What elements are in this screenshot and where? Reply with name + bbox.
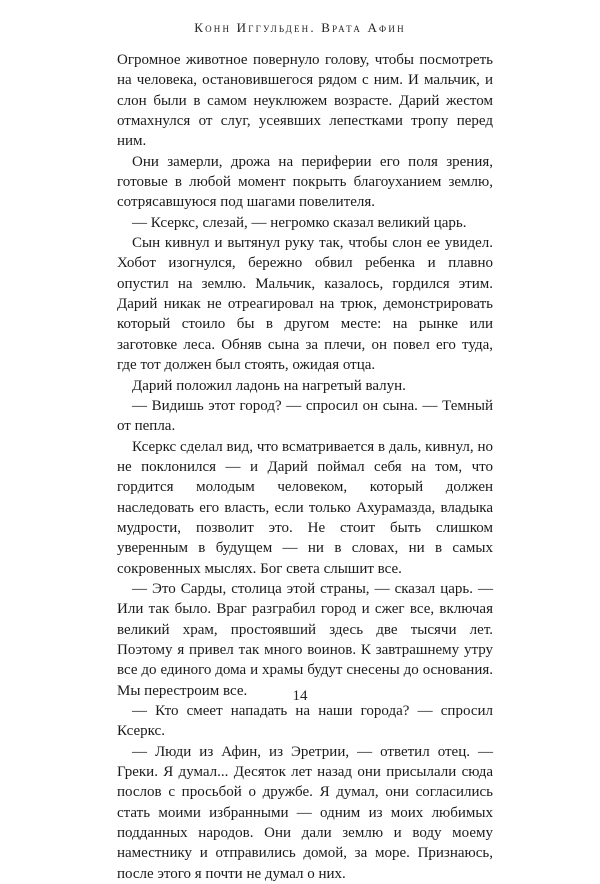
paragraph: — Кто смеет нападать на наши города? — спросил Ксеркс. bbox=[117, 703, 493, 740]
paragraph: Дарий положил ладонь на нагретый валун. bbox=[132, 377, 406, 394]
page-number: 14 bbox=[292, 688, 308, 704]
body-text bbox=[117, 50, 493, 884]
paragraph: — Видишь этот город? — спросил он сына. — Темный от пепла. bbox=[117, 397, 493, 435]
paragraph: Они замерли, дрожа на периферии его поля зрения, готовые в любой момент покрыть благоуханием землю, сотрясавшуюся под шагами повелителя. bbox=[117, 153, 493, 211]
paragraph: — Люди из Афин, из Эретрии, — ответил отец. — Греки. Я думал... Десяток лет назад они присылали сюда послов с просьбой о дружбе. Я думал, они согласились стать моими избранными — одним из моих любимых подданных народов. Они дали землю и воду моему наместнику и отправились домой, за море. Признаюсь, после этого я почти не думал о них. bbox=[117, 743, 493, 882]
paragraph: — Ксеркс, слезай, — негромко сказал великий царь. bbox=[132, 214, 467, 231]
paragraph: Огромное животное повернуло голову, чтобы посмотреть на человека, остановившегося рядом с ним. И мальчик, и слон были в самом неуклюжем возрасте. Дарий жестом отмахнулся от слуг, усеявших лепестками тропу перед ним. bbox=[117, 52, 493, 150]
paragraph: Ксеркс сделал вид, что всматривается в даль, кивнул, но не поклонился — и Дарий поймал себя на том, что гордится молодым человеком, который должен наследовать его власть, если только Ахурамазда, владыка мудрости, позволит это. Не стоит быть слишком уверенным в будущем — ни в словах, ни в самых сокровенных мыслях. Бог света слышит все. bbox=[117, 438, 493, 577]
paragraph: Сын кивнул и вытянул руку так, чтобы слон ее увидел. Хобот изогнулся, бережно обвил ребенка и плавно опустил на землю. Мальчик, казалось, гордился этим. Дарий никак не отреагировал на трюк, демонстрировать который стоило бы в другом месте: на рынке или заготовке леса. Обняв сына за плечи, он повел его туда, где тот должен был стоять, ожидая отца. bbox=[117, 235, 493, 374]
paragraph: — Это Сарды, столица этой страны, — сказал царь. — Или так было. Враг разграбил город и сжег все, включая великий храм, простоявший здесь две тысячи лет. Поэтому я привел так много воинов. К завтрашнему утру все до единого дома и храмы будут снесены до основания. Мы перестроим все. bbox=[117, 580, 493, 699]
running-header: Конн Иггульден. Врата Афин bbox=[194, 20, 406, 35]
